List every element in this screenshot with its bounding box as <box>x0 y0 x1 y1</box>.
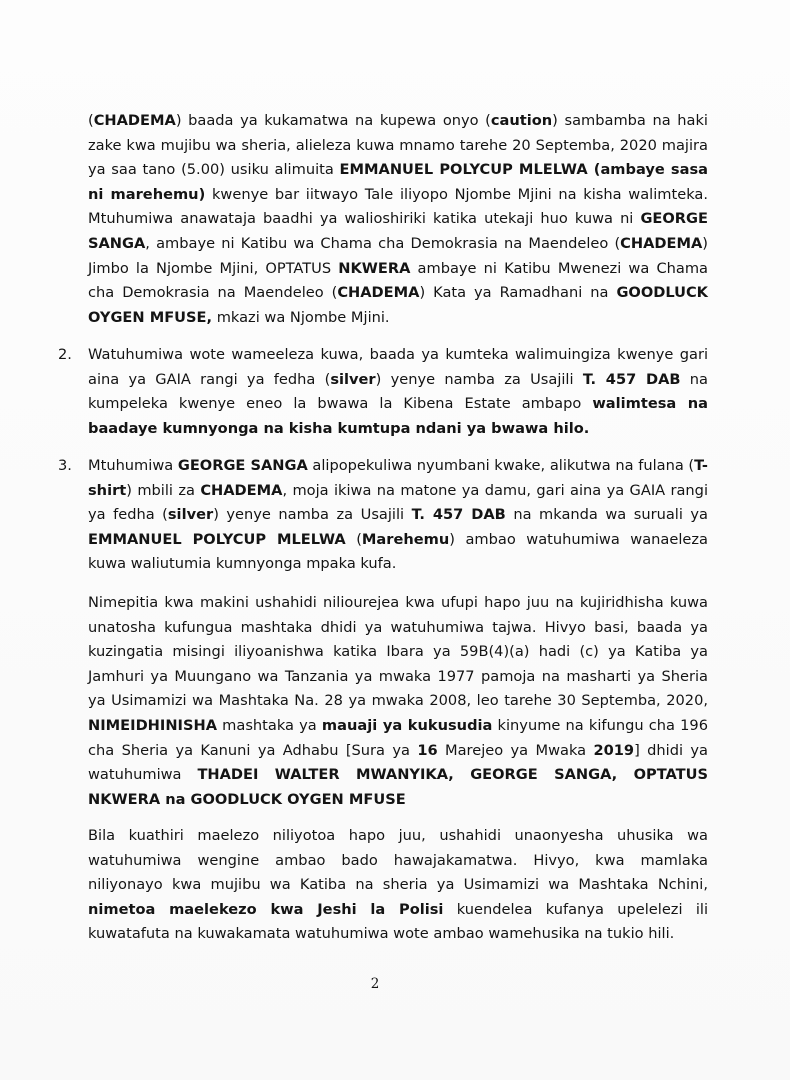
text-run: ) Jimbo la Njombe Mjini, OPTATUS <box>88 234 708 277</box>
bold-text-run: GOODLUCK OYGEN MFUSE, <box>88 284 708 326</box>
bold-text-run: THADEI WALTER MWANYIKA, GEORGE SANGA, OPTATUS NKWERA na GOODLUCK OYGEN MFUSE <box>88 766 709 808</box>
bold-text-run: CHADEMA <box>93 112 176 129</box>
bold-text-run: CHADEMA <box>200 481 283 499</box>
text-run: ] dhidi ya watuhumiwa <box>88 741 708 784</box>
bold-text-run: walimtesa na baadaye kumnyonga na kisha kumtupa ndani ya bwawa hilo. <box>88 395 708 437</box>
bold-text-run: NIMEIDHINISHA <box>88 716 217 734</box>
text-run: Bila kuathiri maelezo niliyotoa hapo juu, ushahidi unaonyesha uhusika wa watuhumiwa wengine ambao bado hawajakamatwa. Hivyo, kwa mamlaka niliyonayo kwa mujibu wa Katiba na sheria ya Usimamizi wa Mashtaka Nchini, <box>88 827 708 894</box>
bold-text-run: GEORGE SANGA <box>88 210 708 252</box>
paragraph-1 <box>88 109 708 330</box>
bold-text-run: silver <box>167 506 214 524</box>
text-run: ( <box>88 112 94 129</box>
page-number: 2 <box>370 976 380 992</box>
paragraph-4 <box>88 591 708 812</box>
bold-text-run: CHADEMA <box>337 284 420 302</box>
bold-text-run: T. 457 DAB <box>582 370 681 388</box>
text-run: kuendelea kufanya upelelezi ili kuwatafuta na kuwakamata watuhumiwa wote ambao wamehusika na tukio hili. <box>88 900 708 943</box>
text-run: ( <box>345 530 362 548</box>
text-run: ) yenye namba za Usajili <box>375 370 583 388</box>
bold-text-run: GEORGE SANGA <box>177 457 308 474</box>
bold-text-run: Marehemu <box>361 530 450 548</box>
text-run: ) ambao watuhumiwa wanaeleza kuwa waliutumia kumnyonga mpaka kufa. <box>88 530 708 573</box>
bold-text-run: mauaji ya kukusudia <box>321 716 493 734</box>
text-run: mkazi wa Njombe Mjini. <box>212 308 390 326</box>
list-number-2: 2. <box>58 346 72 363</box>
text-run: Marejeo ya Mwaka <box>437 741 594 759</box>
text-run: alipopekuliwa nyumbani kwake, alikutwa na fulana ( <box>307 457 695 474</box>
bold-text-run: EMMANUEL POLYCUP MLELWA (ambaye sasa ni marehemu) <box>88 161 708 203</box>
bold-text-run: T. 457 DAB <box>411 506 506 524</box>
text-run: na mkanda wa suruali ya <box>505 506 708 524</box>
text-run: ) yenye namba za Usajili <box>213 506 412 524</box>
bold-text-run: nimetoa maelekezo kwa Jeshi la Polisi <box>88 900 444 918</box>
text-run: na kumpeleka kwenye eneo la bwawa la Kibena Estate ambapo <box>88 370 708 413</box>
text-run: kwenye bar iitwayo Tale iliyopo Njombe Mjini na kisha walimteka. Mtuhumiwa anawataja baadhi ya walioshiriki katika utekaji huo kuwa ni <box>88 185 708 228</box>
text-run: Nimepitia kwa makini ushahidi niliourejea kwa ufupi hapo juu na kujiridhisha kuwa unatosha kufungua mashtaka dhidi ya watuhumiwa tajwa. Hivyo basi, baada ya kuzingatia misingi iliyoanishwa katika Ibara ya 59B(4)(a) hadi (c) ya Katiba ya Jamhuri ya Muungano wa Tanzania ya mwaka 1977 pamoja na masharti ya Sheria ya Usimamizi wa Mashtaka Na. 28 ya mwaka 2008, leo tarehe 30 Septemba, 2020, <box>88 594 708 710</box>
bold-text-run: silver <box>330 370 376 388</box>
bold-text-run: T-shirt <box>88 457 708 499</box>
bold-text-run: caution <box>490 112 553 129</box>
text-run: ) mbili za <box>126 481 201 499</box>
text-run: mashtaka ya <box>217 716 322 734</box>
bold-text-run: CHADEMA <box>620 234 703 252</box>
text-run: Mtuhumiwa <box>88 457 178 474</box>
bold-text-run: 2019 <box>593 741 635 759</box>
text-run: ) Kata ya Ramadhani na <box>419 284 617 302</box>
paragraph-2 <box>88 343 708 441</box>
bold-text-run: 16 <box>417 741 438 759</box>
text-run: ambaye ni Katibu Mwenezi wa Chama cha Demokrasia na Maendeleo ( <box>88 259 708 302</box>
list-number-3: 3. <box>58 457 72 474</box>
text-run: Watuhumiwa wote wameeleza kuwa, baada ya kumteka walimuingiza kwenye gari aina ya GAIA rangi ya fedha ( <box>88 346 708 388</box>
bold-text-run: EMMANUEL POLYCUP MLELWA <box>88 530 346 548</box>
text-run: kinyume na kifungu cha 196 cha Sheria ya Kanuni ya Adhabu [Sura ya <box>88 716 708 759</box>
bold-text-run: NKWERA <box>338 259 411 277</box>
text-run: , moja ikiwa na matone ya damu, gari aina ya GAIA rangi ya fedha ( <box>88 481 708 524</box>
text-run: ) baada ya kukamatwa na kupewa onyo ( <box>175 112 491 129</box>
paragraph-5 <box>88 824 708 947</box>
paragraph-3 <box>88 454 708 577</box>
text-run: ) sambamba na haki zake kwa mujibu wa sheria, alieleza kuwa mnamo tarehe 20 Septemba, 2020 majira ya saa tano (5.00) usiku alimuita <box>88 112 708 179</box>
text-run: , ambaye ni Katibu wa Chama cha Demokrasia na Maendeleo ( <box>145 234 621 252</box>
